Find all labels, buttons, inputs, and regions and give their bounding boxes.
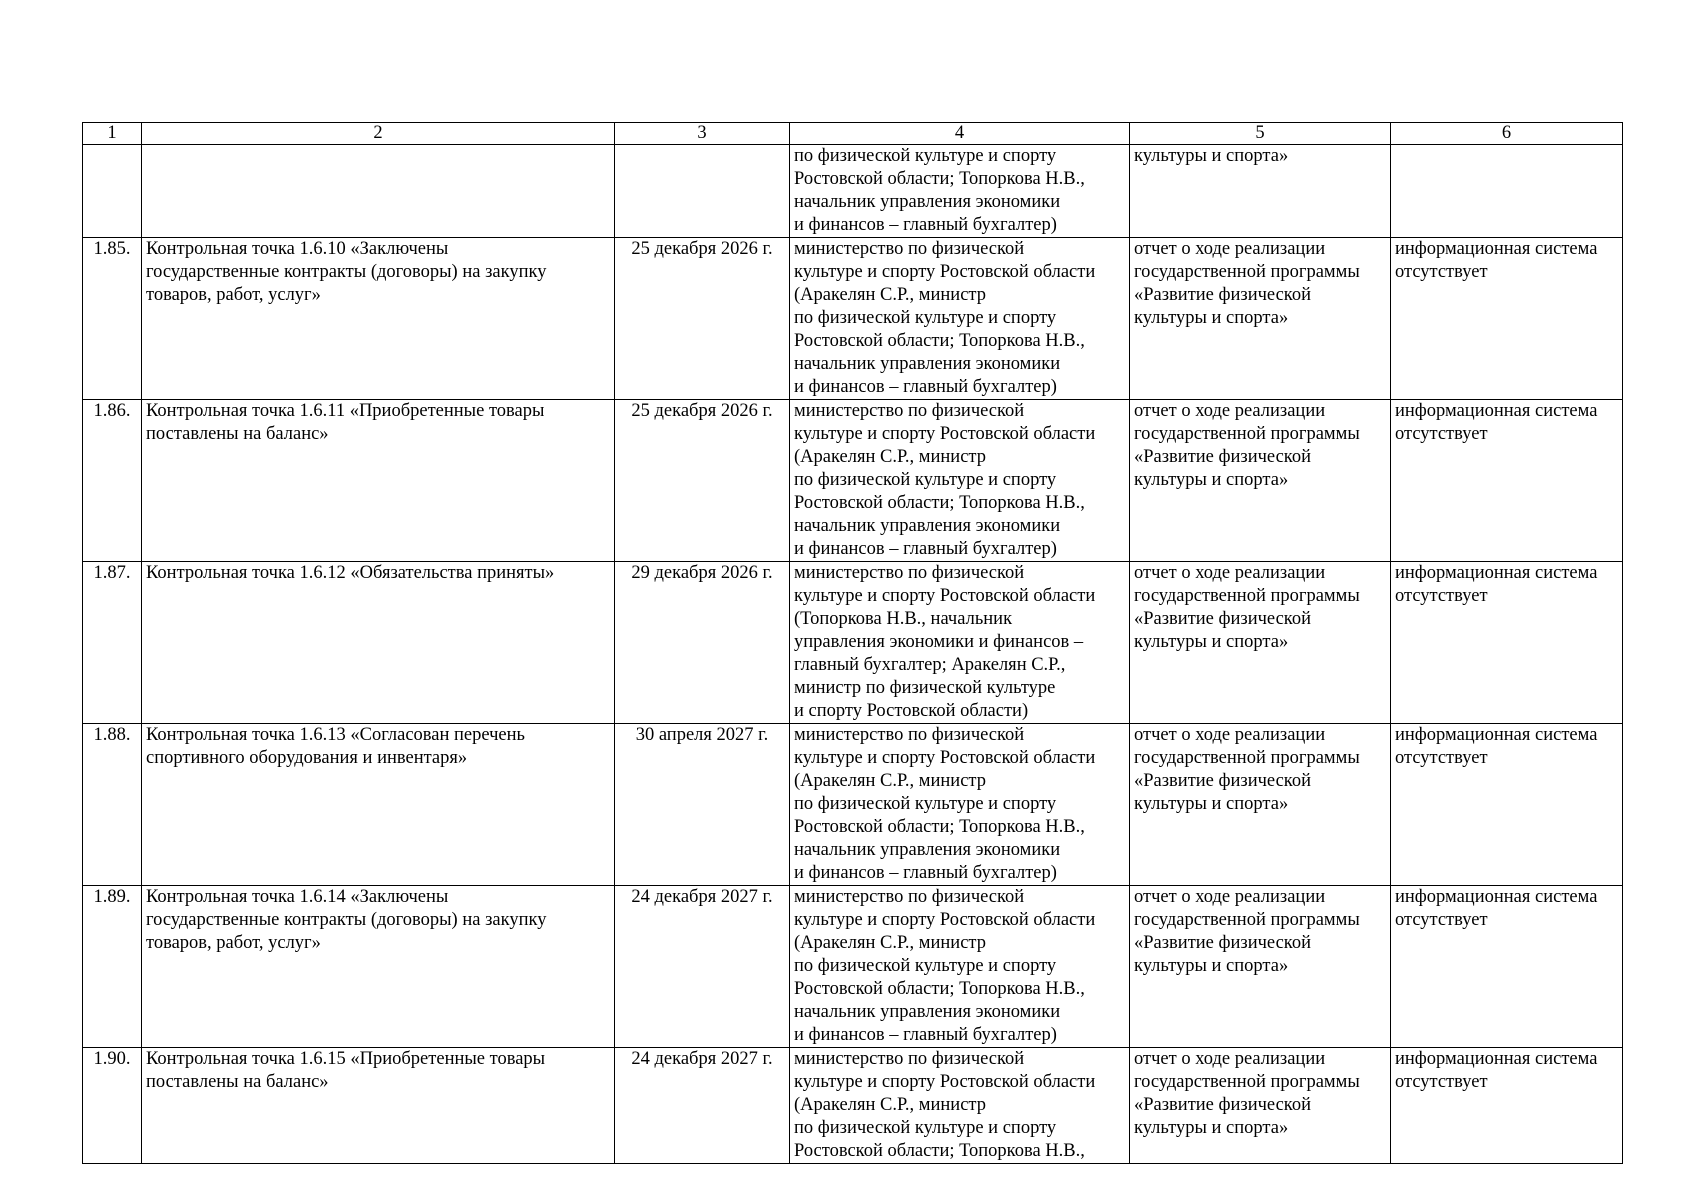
row-number-cell: 1.88. <box>83 724 142 886</box>
cell-line: государственной программы <box>1134 1072 1360 1092</box>
cell-line: отсутствует <box>1395 910 1488 930</box>
responsible-executor-cell <box>790 400 1130 562</box>
deadline-date-cell: 25 декабря 2026 г. <box>615 238 790 400</box>
table-row <box>83 1048 1623 1164</box>
cell-line: управления экономики и финансов – <box>794 632 1084 652</box>
cell-line: отсутствует <box>1395 748 1488 768</box>
row-number-cell: 1.89. <box>83 886 142 1048</box>
information-system-cell <box>1391 886 1623 1048</box>
cell-line: государственной программы <box>1134 586 1360 606</box>
cell-line: (Аракелян С.Р., министр <box>794 933 986 953</box>
column-number: 4 <box>790 123 1130 145</box>
deadline-date-cell: 30 апреля 2027 г. <box>615 724 790 886</box>
confirming-document-cell <box>1130 1048 1391 1164</box>
cell-line: культуры и спорта» <box>1134 470 1289 490</box>
cell-line: министерство по физической <box>794 725 1025 745</box>
cell-line: культуры и спорта» <box>1134 956 1289 976</box>
cell-line: «Развитие физической <box>1134 609 1311 629</box>
cell-line: культуре и спорту Ростовской области <box>794 586 1096 606</box>
table-row <box>83 886 1623 1048</box>
cell-line: начальник управления экономики <box>794 1002 1061 1022</box>
cell-line: культуры и спорта» <box>1134 146 1289 166</box>
confirming-document-cell <box>1130 886 1391 1048</box>
cell-line: и финансов – главный бухгалтер) <box>794 215 1057 235</box>
cell-line: (Аракелян С.Р., министр <box>794 447 986 467</box>
cell-line: начальник управления экономики <box>794 192 1061 212</box>
confirming-document-cell <box>1130 562 1391 724</box>
cell-line: государственные контракты (договоры) на закупку <box>146 910 547 930</box>
cell-line: по физической культуре и спорту <box>794 794 1057 814</box>
cell-line: «Развитие физической <box>1134 933 1311 953</box>
cell-line: Ростовской области; Топоркова Н.В., <box>794 1141 1085 1161</box>
control-point-name-cell <box>142 886 615 1048</box>
cell-line: Контрольная точка 1.6.12 «Обязательства приняты» <box>146 563 555 583</box>
cell-line: отчет о ходе реализации <box>1134 563 1326 583</box>
table-row <box>83 145 1623 238</box>
cell-line: информационная система <box>1395 1049 1598 1069</box>
cell-line: культуры и спорта» <box>1134 794 1289 814</box>
cell-line: отсутствует <box>1395 1072 1488 1092</box>
cell-line: информационная система <box>1395 725 1598 745</box>
table-row <box>83 238 1623 400</box>
cell-line: министерство по физической <box>794 887 1025 907</box>
cell-line: товаров, работ, услуг» <box>146 285 321 305</box>
cell-line: Контрольная точка 1.6.10 «Заключены <box>146 239 449 259</box>
cell-line: (Аракелян С.Р., министр <box>794 285 986 305</box>
cell-line: Ростовской области; Топоркова Н.В., <box>794 493 1085 513</box>
information-system-cell <box>1391 1048 1623 1164</box>
cell-line: и финансов – главный бухгалтер) <box>794 863 1057 883</box>
table-row <box>83 562 1623 724</box>
cell-line: Контрольная точка 1.6.13 «Согласован перечень <box>146 725 525 745</box>
cell-line: (Аракелян С.Р., министр <box>794 1095 986 1115</box>
table-row <box>83 724 1623 886</box>
information-system-cell <box>1391 238 1623 400</box>
cell-line: культуре и спорту Ростовской области <box>794 748 1096 768</box>
deadline-date-cell: 25 декабря 2026 г. <box>615 400 790 562</box>
cell-line: (Аракелян С.Р., министр <box>794 771 986 791</box>
cell-line: информационная система <box>1395 401 1598 421</box>
responsible-executor-cell <box>790 562 1130 724</box>
cell-line: начальник управления экономики <box>794 354 1061 374</box>
cell-line: и финансов – главный бухгалтер) <box>794 377 1057 397</box>
cell-line: и финансов – главный бухгалтер) <box>794 1025 1057 1045</box>
responsible-executor-cell <box>790 145 1130 238</box>
cell-line: отсутствует <box>1395 262 1488 282</box>
cell-line: отчет о ходе реализации <box>1134 725 1326 745</box>
confirming-document-cell <box>1130 724 1391 886</box>
cell-line: министерство по физической <box>794 239 1025 259</box>
cell-line: Ростовской области; Топоркова Н.В., <box>794 169 1085 189</box>
cell-line: культуре и спорту Ростовской области <box>794 1072 1096 1092</box>
cell-line: культуре и спорту Ростовской области <box>794 910 1096 930</box>
cell-line: государственной программы <box>1134 910 1360 930</box>
responsible-executor-cell <box>790 886 1130 1048</box>
cell-line: (Топоркова Н.В., начальник <box>794 609 1013 629</box>
cell-line: министерство по физической <box>794 563 1025 583</box>
cell-line: «Развитие физической <box>1134 285 1311 305</box>
cell-line: отчет о ходе реализации <box>1134 401 1326 421</box>
cell-line: государственной программы <box>1134 748 1360 768</box>
deadline-date-cell: 24 декабря 2027 г. <box>615 886 790 1048</box>
responsible-executor-cell <box>790 1048 1130 1164</box>
cell-line: поставлены на баланс» <box>146 1072 329 1092</box>
row-number-cell: 1.86. <box>83 400 142 562</box>
control-point-name-cell <box>142 724 615 886</box>
column-number: 5 <box>1130 123 1391 145</box>
cell-line: «Развитие физической <box>1134 771 1311 791</box>
control-point-name-cell <box>142 562 615 724</box>
cell-line: культуры и спорта» <box>1134 1118 1289 1138</box>
column-number: 1 <box>83 123 142 145</box>
cell-line: информационная система <box>1395 887 1598 907</box>
confirming-document-cell <box>1130 145 1391 238</box>
cell-line: поставлены на баланс» <box>146 424 329 444</box>
information-system-cell <box>1391 562 1623 724</box>
cell-line: государственные контракты (договоры) на закупку <box>146 262 547 282</box>
information-system-cell <box>1391 724 1623 886</box>
cell-line: Ростовской области; Топоркова Н.В., <box>794 979 1085 999</box>
cell-line: отчет о ходе реализации <box>1134 887 1326 907</box>
row-number-cell: 1.90. <box>83 1048 142 1164</box>
cell-line: начальник управления экономики <box>794 840 1061 860</box>
cell-line: министр по физической культуре <box>794 678 1056 698</box>
table-body <box>83 145 1623 1164</box>
cell-line: по физической культуре и спорту <box>794 308 1057 328</box>
confirming-document-cell <box>1130 238 1391 400</box>
cell-line: «Развитие физической <box>1134 447 1311 467</box>
cell-line: отчет о ходе реализации <box>1134 1049 1326 1069</box>
cell-line: культуре и спорту Ростовской области <box>794 262 1096 282</box>
table-row <box>83 400 1623 562</box>
cell-line: министерство по физической <box>794 401 1025 421</box>
cell-line: Ростовской области; Топоркова Н.В., <box>794 331 1085 351</box>
row-number-cell: 1.87. <box>83 562 142 724</box>
control-point-name-cell <box>142 238 615 400</box>
column-number-row <box>83 123 1623 145</box>
cell-line: спортивного оборудования и инвентаря» <box>146 748 468 768</box>
column-number: 3 <box>615 123 790 145</box>
cell-line: государственной программы <box>1134 262 1360 282</box>
deadline-date-cell: 24 декабря 2027 г. <box>615 1048 790 1164</box>
cell-line: информационная система <box>1395 239 1598 259</box>
cell-line: культуры и спорта» <box>1134 632 1289 652</box>
cell-line: отсутствует <box>1395 424 1488 444</box>
control-point-name-cell <box>142 1048 615 1164</box>
cell-line: информационная система <box>1395 563 1598 583</box>
deadline-date-cell <box>615 145 790 238</box>
information-system-cell <box>1391 400 1623 562</box>
cell-line: и спорту Ростовской области) <box>794 701 1029 721</box>
cell-line: Контрольная точка 1.6.11 «Приобретенные товары <box>146 401 545 421</box>
control-points-table <box>82 122 1623 1164</box>
confirming-document-cell <box>1130 400 1391 562</box>
cell-line: главный бухгалтер; Аракелян С.Р., <box>794 655 1066 675</box>
control-point-name-cell <box>142 400 615 562</box>
row-number-cell <box>83 145 142 238</box>
cell-line: Контрольная точка 1.6.14 «Заключены <box>146 887 449 907</box>
cell-line: по физической культуре и спорту <box>794 470 1057 490</box>
column-number: 2 <box>142 123 615 145</box>
cell-line: Контрольная точка 1.6.15 «Приобретенные товары <box>146 1049 546 1069</box>
cell-line: и финансов – главный бухгалтер) <box>794 539 1057 559</box>
row-number-cell: 1.85. <box>83 238 142 400</box>
cell-line: товаров, работ, услуг» <box>146 933 321 953</box>
cell-line: по физической культуре и спорту <box>794 146 1057 166</box>
cell-line: министерство по физической <box>794 1049 1025 1069</box>
column-number: 6 <box>1391 123 1623 145</box>
cell-line: отсутствует <box>1395 586 1488 606</box>
cell-line: отчет о ходе реализации <box>1134 239 1326 259</box>
information-system-cell <box>1391 145 1623 238</box>
cell-line: государственной программы <box>1134 424 1360 444</box>
deadline-date-cell: 29 декабря 2026 г. <box>615 562 790 724</box>
cell-line: культуры и спорта» <box>1134 308 1289 328</box>
responsible-executor-cell <box>790 238 1130 400</box>
cell-line: «Развитие физической <box>1134 1095 1311 1115</box>
cell-line: по физической культуре и спорту <box>794 1118 1057 1138</box>
control-point-name-cell <box>142 145 615 238</box>
cell-line: начальник управления экономики <box>794 516 1061 536</box>
cell-line: культуре и спорту Ростовской области <box>794 424 1096 444</box>
cell-line: Ростовской области; Топоркова Н.В., <box>794 817 1085 837</box>
responsible-executor-cell <box>790 724 1130 886</box>
cell-line: по физической культуре и спорту <box>794 956 1057 976</box>
